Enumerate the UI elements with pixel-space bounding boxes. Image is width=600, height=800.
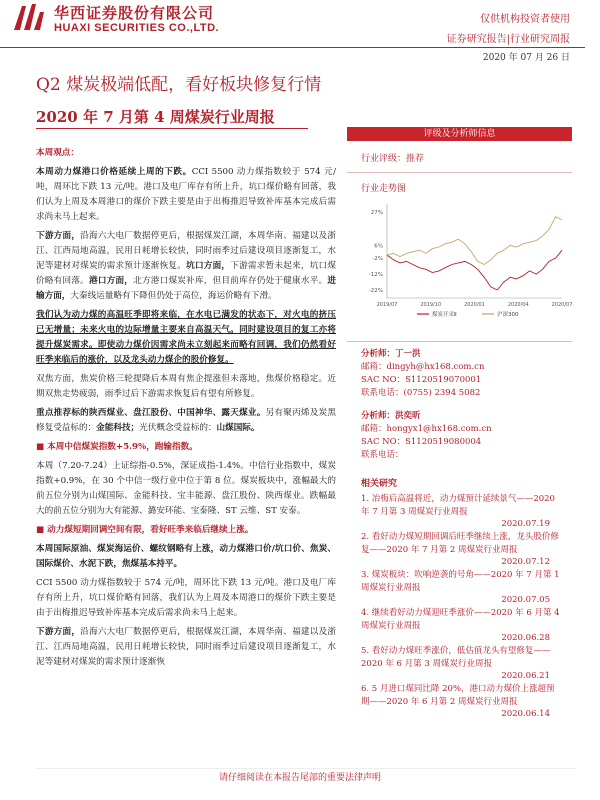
paragraph: 本周动力煤港口价格延续上周的下跌。CCI 5500 动力煤指数较于 574 元/吨，周环比下跌 13 元/吨。港口及电厂库存有所上升，坑口煤价略有回落，我们认为上周及本周港口的煤价下跌主要是由于出梅推迟导致补库基本完成后需求尚未马上起来。 [36,167,336,222]
paragraph: 本周（7.20-7.24）上证综指-0.5%，深证成指-1.4%。中信行业指数中，煤炭指数+0.9%，在 30 个中信一级行业中位于第 8 位。煤炭板块中，涨幅最大的前五位分别为山煤国际、金能科技、宝丰能源、盘江股份、陕西煤业。跌幅最大的前五位分别为大有能源、潞安环能、宝泰隆、ST 云维、ST 安泰。 [36,461,336,516]
legal-footer: 请仔细阅读在本报告尾部的重要法律声明 [218,773,381,783]
paragraph: 下游方面，沿海六大电厂数据停更后，根据煤炭江湖，本周华南、福建以及浙江、江西局地高温，民用日耗增长较快，同时雨季过后建设项目逐渐复工，水泥等建材对煤炭的需求预计逐渐恢 [36,627,336,667]
paragraph: 下游方面，沿海六大电厂数据停更后，根据煤炭江湖，本周华南、福建以及浙江、江西局地高温，民用日耗增长较快，同时雨季过后建设项目逐渐复工，水泥等建材对煤炭的需求预计逐渐恢复。坑口方面，下游需求暂未起来，坑口煤价略有回落。港口方面，北方港口煤炭补库，但目前库存仍处于健康水平。进输方面，大秦线运量略有下降但仍处于高位，海运价略有下滑。 [36,231,336,301]
company-name-cn: 华西证券股份有限公司 [54,4,215,22]
y-tick-label: -12% [368,272,383,279]
section-head: ■ 本周中信煤炭指数+5.9%，跑输指数。 [36,442,198,452]
analyst-sac: SAC NO：S1120519080004 [361,437,482,447]
trend-chart-svg [347,194,572,326]
footer-divider [36,768,576,769]
x-tick-label: 2019/10 [420,302,442,308]
analyst-email[interactable]: 邮箱：dingyh@hx168.com.cn [361,362,485,372]
paragraph: 我们认为动力煤的高温旺季即将来临，在水电已满发的状态下，对火电的挤压已无增量；未来火电的边际增量主要来自高温天气。同时建设项目的复工亦将提升煤炭需求。即使动力煤价因需求尚未立刻起来而略有回调，我们仍然看好旺季来临后的涨价，以及龙头动力煤企的股价修复。 [36,310,336,365]
bullet-icon: ■ [36,525,48,535]
header-divider [0,47,585,48]
y-tick-label: -2% [372,256,383,263]
related-item[interactable]: 3. 煤炭板块：吹响逆袭的号角——2020 年 7 月第 1 周煤炭行业周报 [361,570,560,593]
related-research-title: 相关研究 [361,479,398,489]
x-tick-label: 2020/01 [464,302,485,308]
analyst-email[interactable]: 邮箱：hongyx1@hx168.com.cn [361,424,492,434]
legend-label: 沪深300 [497,312,519,318]
page-header [0,0,600,63]
legend-label: 煤炭开采Ⅱ [432,312,457,318]
related-item[interactable]: 5. 看好动力煤旺季涨价，低估值龙头有望修复——2020 年 6 月第 3 周煤炭行业周报 [361,646,551,669]
related-item[interactable]: 6. 5 月进口煤同比降 20%，港口动力煤价上涨超预期——2020 年 6 月第 2 周煤炭行业周报 [361,684,555,707]
series-line-hs300 [387,217,562,265]
trend-chart-label: 行业走势图 [361,184,407,194]
report-body [36,146,336,674]
x-tick-label: 2020/04 [507,302,529,308]
x-tick-label: 2020/07 [551,302,572,308]
related-item[interactable]: 4. 继续看好动力煤迎旺季涨价——2020 年 6 月第 4 周煤炭行业周报 [361,608,560,631]
sidebar [347,127,572,719]
subtitle-divider [36,128,308,129]
y-tick-label: -22% [368,288,383,295]
related-date: 2020.07.12 [501,557,550,567]
industry-rating: 行业评级：推荐 [347,141,572,173]
related-date: 2020.07.05 [501,595,550,605]
related-item[interactable]: 2. 看好动力煤短期回调后旺季继续上涨，龙头股价修复——2020 年 7 月第 2 周煤炭行业周报 [361,532,559,555]
paragraph: CCI 5500 动力煤指数较于 574 元/吨，周环比下跌 13 元/吨。港口及电厂库存有所上升，坑口煤价略有回落，我们认为上周及本周港口的煤价下跌主要是由于出梅推迟导致补库基本完成后需求尚未马上起来。 [36,578,336,618]
view-label: 本周观点： [36,148,79,158]
section-head: ■ 动力煤短期回调空间有限，看好旺季来临后继续上涨。 [36,525,254,535]
related-item[interactable]: 1. 冶梅后高温将近，动力煤预计延续景气——2020 年 7 月第 3 周煤炭行业周报 [361,494,555,517]
sidebar-header: 评级及分析师信息 [347,127,572,141]
related-date: 2020.07.19 [501,519,550,529]
analyst-name: 分析师：丁一洪 [361,349,421,359]
company-name-en: HUAXI SECURITIES CO.,LTD. [54,22,220,34]
audience-note: 仅供机构投资者使用 [480,14,570,25]
report-category: 证券研究报告|行业研究周报 [446,34,570,45]
paragraph: 本周国际原油、煤炭海运价、螺纹钢略有上涨，动力煤港口价/坑口价、焦炭、国际煤价、水泥下跌，焦煤基本持平。 [36,544,336,569]
report-title: Q2 煤炭极端低配，看好板块修复行情 [36,75,322,95]
analyst-block [347,342,572,404]
x-tick-label: 2019/07 [376,302,398,308]
analyst-block [347,404,572,466]
huaxi-logo-icon [12,2,46,32]
related-list [347,491,572,719]
analyst-phone: 联系电话： [361,450,404,460]
y-tick-label: 27% [370,209,383,216]
paragraph: 双焦方面，焦炭价格三轮提降后本周有焦企提涨但未落地，焦煤价格稳定。近期双焦走势疲弱，雨季过后下游需求恢复后有望有所修复。 [36,374,336,399]
y-tick-label: 6% [374,243,383,250]
report-subtitle: 2020 年 7 月第 4 周煤炭行业周报 [36,108,275,126]
analyst-sac: SAC NO：S1120519070001 [361,375,482,385]
related-date: 2020.06.21 [501,671,550,681]
bullet-icon: ■ [36,442,48,452]
analyst-phone: 联系电话：(0755) 2394 5082 [361,388,481,398]
analyst-name: 分析师：洪奕昕 [361,411,421,421]
related-date: 2020.06.14 [501,709,550,719]
report-date: 2020 年 07 月 26 日 [482,53,570,63]
related-date: 2020.06.28 [501,633,550,643]
paragraph: 重点推荐标的陕西煤业、盘江股份、中国神华、露天煤业。另有聚丙烯及炭黑修复受益标的：金能科技；光伏概念受益标的：山煤国际。 [36,408,336,433]
trend-chart [347,194,572,342]
